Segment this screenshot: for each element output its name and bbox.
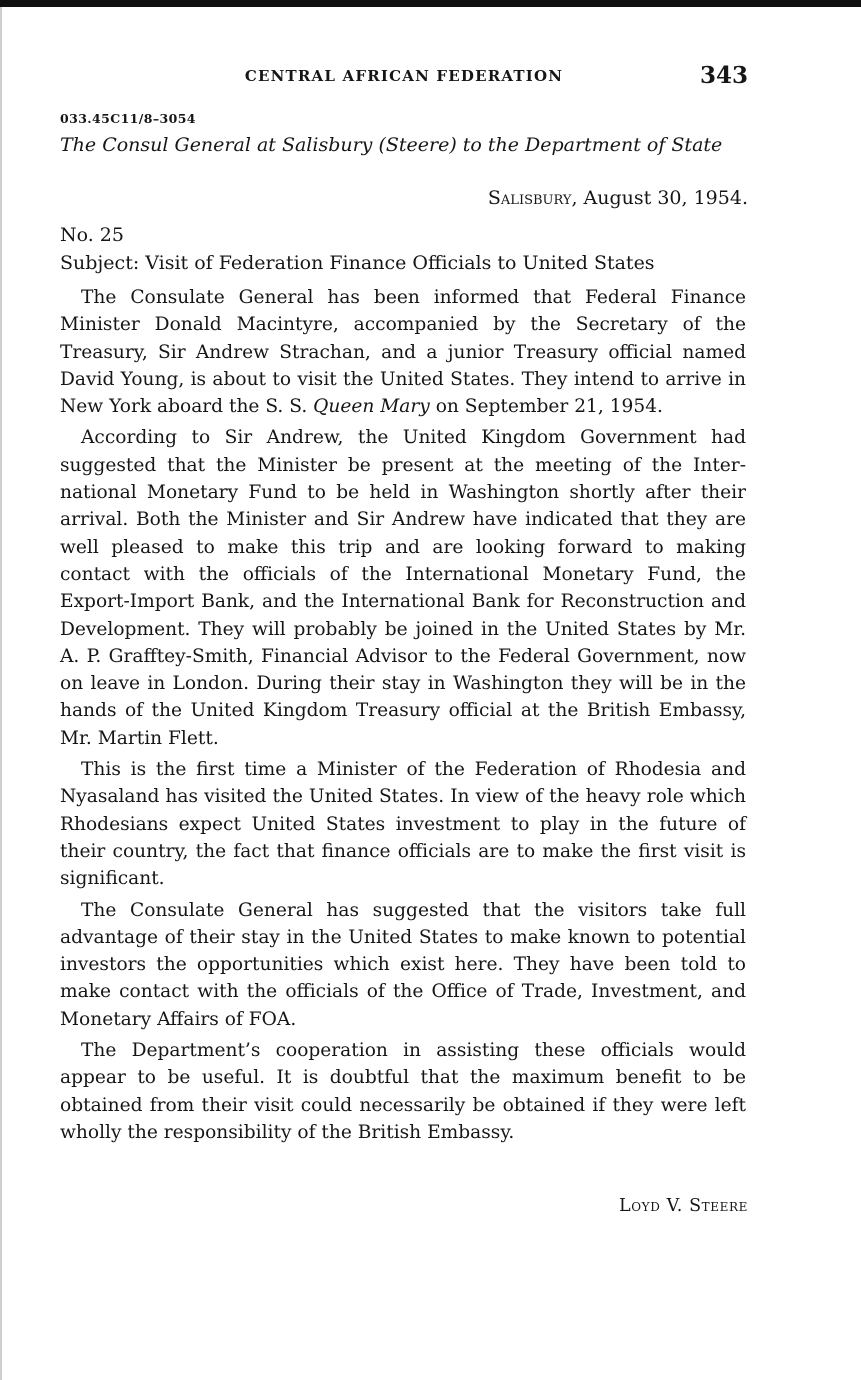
dateline-date: August 30, 1954.	[577, 187, 748, 209]
running-title: CENTRAL AFRICAN FEDERATION	[244, 67, 564, 85]
dateline-place: Salisbury,	[487, 187, 578, 209]
paragraph-3: This is the first time a Minister of the Federation of Rhodesia and Nyasaland has visited the United States. In view of the heavy role which Rhodesians expect United States investment to play in the future of their country, the fact that finance officials are to make the first visit is significant.	[60, 759, 746, 890]
paragraph-2: According to Sir Andrew, the United Kingdom Government had suggested that the Minister be present at the meeting of the International Monetary Fund to be held in Washington shortly after their arrival. Both the Minister and Sir Andrew have indicated that they are well pleased to make this trip and are looking forward to making contact with the officials of the International Monetary Fund, the Export-Import Bank, and the International Bank for Reconstruction and Development. They will probably be joined in the United States by Mr. A. P. Grafftey-Smith, Financial Advisor to the Federal Government, now on leave in London. During their stay in Washington they will be in the hands of the United Kingdom Treasury official at the British Embassy, Mr. Martin Flett.	[60, 427, 746, 749]
paragraph-4: The Consulate General has suggested that the visitors take full advantage of their stay in the United States to make known to potential investors the opportunities which exist here. They have been told to make contact with the officials of the Office of Trade, Investment, and Monetary Affairs of FOA.	[60, 899, 746, 1030]
ship-name: Queen Mary	[313, 396, 430, 418]
running-head	[60, 62, 748, 92]
paragraph-1-text-a: The Consulate General has been informed that Federal Finance Minister Donald Macintyre, accompanied by the Secretary of the Treasury, Sir Andrew Strachan, and a junior Treasury official named David Young, is about to visit the United States. They intend to arrive in New York aboard the S. S.	[60, 287, 746, 418]
document-number: No. 25	[60, 224, 124, 246]
paragraph-5: The Department’s cooperation in assisting these officials would appear to be useful. It is doubtful that the maximum benefit to be obtained from their visit could necessarily be obtained if they were left wholly the responsibility of the British Embassy.	[60, 1040, 746, 1143]
page-number: 343	[699, 62, 748, 89]
document-heading: The Consul General at Salisbury (Steere) to the Department of State	[60, 134, 723, 156]
paragraph-1	[60, 284, 746, 420]
letter-body	[60, 284, 746, 1150]
file-number: 033.45C11/8–3054	[60, 111, 196, 126]
subject-line: Subject: Visit of Federation Finance Officials to United States	[60, 252, 655, 274]
paragraph-1-text-b: on September 21, 1954.	[429, 396, 663, 418]
dateline	[488, 187, 748, 209]
signature: Loyd V. Steere	[619, 1196, 748, 1216]
